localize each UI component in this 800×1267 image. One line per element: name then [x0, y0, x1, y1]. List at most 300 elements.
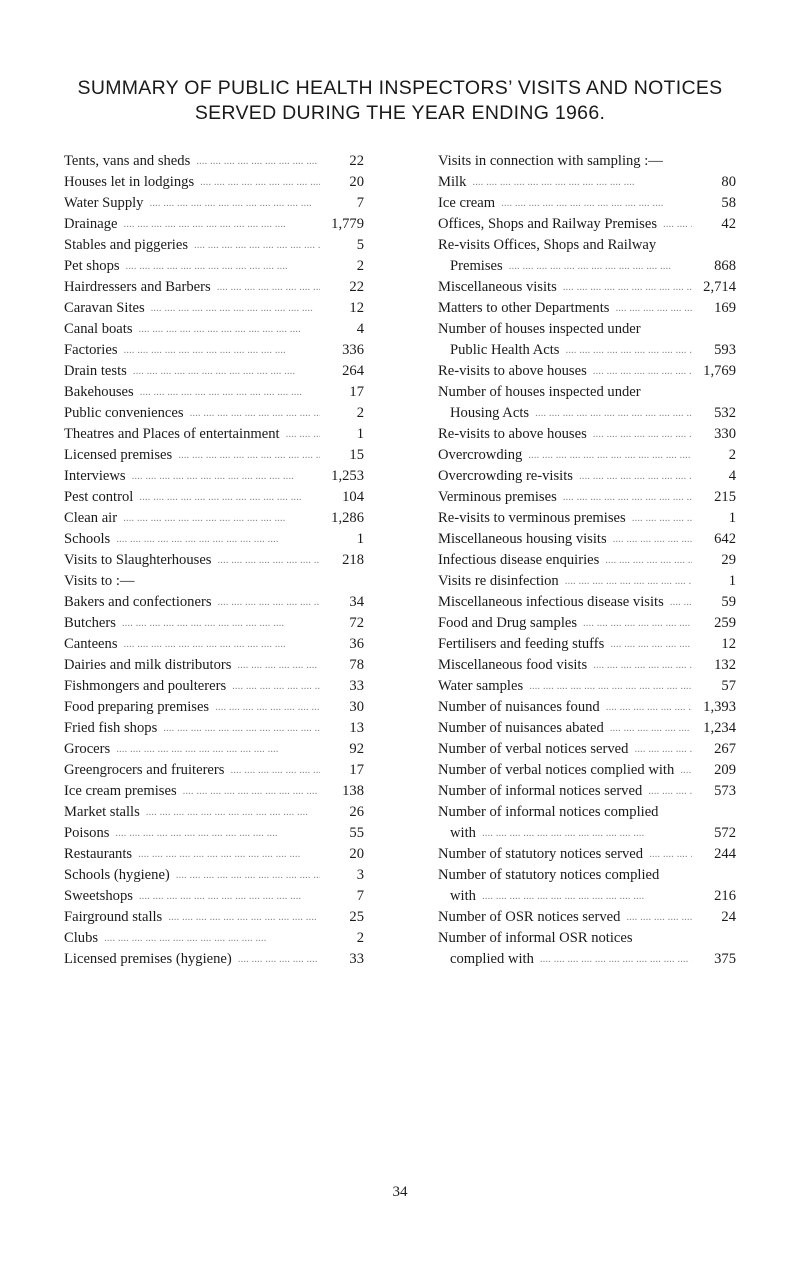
- table-row: [438, 466, 736, 487]
- row-label: Interviews: [64, 468, 126, 484]
- row-label: Fishmongers and poulterers: [64, 678, 227, 694]
- row-label: Food and Drug samples: [438, 615, 578, 631]
- dot-leader: [557, 487, 692, 508]
- row-label: Butchers: [64, 615, 116, 631]
- row-value: 80: [721, 174, 736, 190]
- dot-leader: [118, 340, 321, 361]
- dot-leader: [476, 823, 692, 844]
- row-value: 375: [714, 951, 736, 967]
- row-value: 593: [714, 342, 736, 358]
- left-column: [64, 151, 364, 970]
- row-label: Pest control: [64, 489, 134, 505]
- dot-leader: [607, 529, 692, 550]
- table-row: [438, 718, 736, 739]
- row-label: Number of statutory notices complied: [438, 867, 660, 883]
- row-label: Infectious disease enquiries: [438, 552, 600, 568]
- table-row: [438, 235, 736, 256]
- dot-leader: [643, 844, 692, 865]
- dot-leader: [172, 445, 320, 466]
- row-value: 1,234: [703, 720, 736, 736]
- table-row: [438, 781, 736, 802]
- table-row: [64, 277, 364, 298]
- table-row: [64, 613, 364, 634]
- row-label: Ice cream: [438, 195, 496, 211]
- dot-leader: [109, 823, 320, 844]
- table-row: [64, 193, 364, 214]
- row-label: Visits to :—: [64, 573, 135, 589]
- row-label: complied with: [450, 951, 534, 967]
- row-label: Miscellaneous visits: [438, 279, 557, 295]
- table-row: [64, 907, 364, 928]
- dot-leader: [232, 949, 320, 970]
- row-label: Schools: [64, 531, 111, 547]
- dot-leader: [280, 424, 320, 445]
- row-value: 36: [349, 636, 364, 652]
- table-row: [64, 361, 364, 382]
- dot-leader: [559, 340, 692, 361]
- row-value: 57: [721, 678, 736, 694]
- table-row: [64, 529, 364, 550]
- table-row: [64, 319, 364, 340]
- row-label: Number of statutory notices served: [438, 846, 644, 862]
- table-row: [438, 592, 736, 613]
- row-value: 22: [349, 153, 364, 169]
- table-row: [438, 193, 736, 214]
- table-row: [438, 928, 736, 949]
- row-value: 2: [356, 405, 364, 421]
- row-label: Hairdressers and Barbers: [64, 279, 211, 295]
- row-value: 1: [356, 426, 364, 442]
- row-label: Number of nuisances found: [438, 699, 600, 715]
- row-label: Housing Acts: [450, 405, 530, 421]
- dot-leader: [664, 592, 692, 613]
- table-row: [64, 424, 364, 445]
- row-value: 58: [721, 195, 736, 211]
- table-row: [64, 172, 364, 193]
- row-label: with: [450, 825, 476, 841]
- dot-leader: [162, 907, 320, 928]
- table-row: [438, 508, 736, 529]
- table-row: [64, 655, 364, 676]
- table-row: [64, 865, 364, 886]
- row-value: 1: [728, 573, 736, 589]
- table-row: [64, 214, 364, 235]
- table-row: [438, 445, 736, 466]
- dot-leader: [127, 361, 320, 382]
- row-label: Tents, vans and sheds: [64, 153, 191, 169]
- table-row: [64, 487, 364, 508]
- row-value: 7: [356, 195, 364, 211]
- row-value: 215: [714, 489, 736, 505]
- row-label: Visits in connection with sampling :—: [438, 153, 663, 169]
- row-value: 267: [714, 741, 736, 757]
- row-label: Factories: [64, 342, 118, 358]
- table-row: [64, 235, 364, 256]
- row-value: 209: [714, 762, 736, 778]
- dot-leader: [600, 697, 692, 718]
- dot-leader: [132, 844, 320, 865]
- row-value: 1: [728, 510, 736, 526]
- row-label: Visits to Slaughterhouses: [64, 552, 212, 568]
- dot-leader: [157, 718, 320, 739]
- row-label: Theatres and Places of entertainment: [64, 426, 280, 442]
- row-value: 33: [349, 678, 364, 694]
- row-label: Food preparing premises: [64, 699, 210, 715]
- dot-leader: [559, 571, 692, 592]
- row-value: 3: [356, 867, 364, 883]
- dot-leader: [117, 508, 320, 529]
- dot-leader: [466, 172, 692, 193]
- row-label: Miscellaneous food visits: [438, 657, 588, 673]
- row-value: 132: [714, 657, 736, 673]
- row-value: 5: [356, 237, 364, 253]
- table-row: [64, 739, 364, 760]
- table-row: [64, 886, 364, 907]
- table-row: [438, 760, 736, 781]
- dot-leader: [642, 781, 692, 802]
- table-row: [438, 739, 736, 760]
- row-value: 55: [349, 825, 364, 841]
- dot-leader: [133, 886, 320, 907]
- dot-leader: [626, 508, 692, 529]
- table-row: [64, 298, 364, 319]
- row-label: Public conveniences: [64, 405, 184, 421]
- row-label: Drainage: [64, 216, 118, 232]
- table-row: [64, 508, 364, 529]
- dot-leader: [529, 403, 692, 424]
- dot-leader: [522, 445, 692, 466]
- row-label: Number of houses inspected under: [438, 384, 641, 400]
- dot-leader: [98, 928, 320, 949]
- table-row: [438, 298, 736, 319]
- table-row: [438, 823, 736, 844]
- dot-leader: [604, 718, 692, 739]
- row-label: Number of informal notices complied: [438, 804, 659, 820]
- dot-leader: [133, 319, 321, 340]
- table-row: [64, 802, 364, 823]
- table-row: [438, 382, 736, 403]
- dot-leader: [587, 655, 692, 676]
- table-row: [438, 697, 736, 718]
- row-value: 2: [356, 258, 364, 274]
- row-label: Public Health Acts: [450, 342, 560, 358]
- dot-leader: [190, 151, 320, 172]
- row-label: Water samples: [438, 678, 524, 694]
- dot-leader: [120, 256, 320, 277]
- row-value: 34: [349, 594, 364, 610]
- row-label: Restaurants: [64, 846, 133, 862]
- table-row: [64, 445, 364, 466]
- dot-leader: [184, 403, 320, 424]
- right-column: [438, 151, 736, 970]
- row-value: 15: [349, 447, 364, 463]
- row-label: Market stalls: [64, 804, 140, 820]
- row-value: 25: [349, 909, 364, 925]
- row-label: Licensed premises: [64, 447, 173, 463]
- row-value: 13: [349, 720, 364, 736]
- row-value: 78: [349, 657, 364, 673]
- table-row: [64, 550, 364, 571]
- dot-leader: [188, 235, 320, 256]
- dot-leader: [674, 760, 692, 781]
- row-value: 17: [349, 384, 364, 400]
- row-label: Greengrocers and fruiterers: [64, 762, 225, 778]
- dot-leader: [224, 760, 320, 781]
- row-label: Canal boats: [64, 321, 133, 337]
- row-value: 17: [349, 762, 364, 778]
- row-label: Drain tests: [64, 363, 127, 379]
- table-row: [64, 718, 364, 739]
- row-label: Offices, Shops and Railway Premises: [438, 216, 658, 232]
- dot-leader: [126, 466, 320, 487]
- row-label: Re-visits Offices, Shops and Railway: [438, 237, 657, 253]
- dot-leader: [133, 487, 320, 508]
- row-value: 26: [349, 804, 364, 820]
- row-value: 2: [728, 447, 736, 463]
- dot-leader: [587, 361, 692, 382]
- row-label: Fried fish shops: [64, 720, 158, 736]
- dot-leader: [604, 634, 692, 655]
- row-label: Number of verbal notices complied with: [438, 762, 675, 778]
- table-row: [438, 340, 736, 361]
- row-label: Overcrowding: [438, 447, 523, 463]
- dot-leader: [110, 529, 320, 550]
- table-row: [64, 781, 364, 802]
- table-row: [438, 529, 736, 550]
- page-title: [0, 76, 800, 126]
- row-value: 336: [342, 342, 364, 358]
- row-value: 572: [714, 825, 736, 841]
- dot-leader: [212, 550, 321, 571]
- row-label: Matters to other Departments: [438, 300, 610, 316]
- dot-leader: [503, 256, 692, 277]
- table-row: [438, 550, 736, 571]
- row-label: Number of nuisances abated: [438, 720, 604, 736]
- row-value: 42: [721, 216, 736, 232]
- dot-leader: [620, 907, 692, 928]
- row-label: Re-visits to above houses: [438, 426, 587, 442]
- row-label: Number of houses inspected under: [438, 321, 641, 337]
- row-label: Verminous premises: [438, 489, 557, 505]
- table-row: [64, 382, 364, 403]
- row-value: 169: [714, 300, 736, 316]
- row-label: Miscellaneous infectious disease visits: [438, 594, 664, 610]
- dot-leader: [194, 172, 320, 193]
- table-row: [438, 655, 736, 676]
- dot-leader: [609, 298, 692, 319]
- row-label: Pet shops: [64, 258, 120, 274]
- dot-leader: [628, 739, 692, 760]
- row-value: 244: [714, 846, 736, 862]
- dot-leader: [170, 865, 320, 886]
- row-value: 216: [714, 888, 736, 904]
- row-label: Number of informal notices served: [438, 783, 643, 799]
- dot-leader: [116, 613, 320, 634]
- row-label: Fairground stalls: [64, 909, 163, 925]
- row-label: Miscellaneous housing visits: [438, 531, 607, 547]
- table-row: [438, 676, 736, 697]
- table-row: [438, 949, 736, 970]
- dot-leader: [226, 676, 320, 697]
- dot-leader: [573, 466, 692, 487]
- table-row: [438, 865, 736, 886]
- row-label: Stables and piggeries: [64, 237, 189, 253]
- row-value: 29: [721, 552, 736, 568]
- table-row: [438, 361, 736, 382]
- row-label: Sweetshops: [64, 888, 133, 904]
- table-row: [64, 676, 364, 697]
- row-value: 1: [356, 531, 364, 547]
- row-value: 218: [342, 552, 364, 568]
- row-label: Milk: [438, 174, 467, 190]
- table-row: [438, 487, 736, 508]
- row-value: 573: [714, 783, 736, 799]
- table-row: [438, 277, 736, 298]
- table-row: [438, 571, 736, 592]
- dot-leader: [134, 382, 320, 403]
- table-row: [64, 340, 364, 361]
- table-row: [438, 634, 736, 655]
- dot-leader: [657, 214, 692, 235]
- row-label: Fertilisers and feeding stuffs: [438, 636, 605, 652]
- dot-leader: [523, 676, 692, 697]
- table-row: [64, 760, 364, 781]
- row-label: Poisons: [64, 825, 110, 841]
- row-value: 1,779: [331, 216, 364, 232]
- dot-leader: [599, 550, 692, 571]
- dot-leader: [211, 277, 320, 298]
- row-value: 30: [349, 699, 364, 715]
- row-label: with: [450, 888, 476, 904]
- table-row: [64, 928, 364, 949]
- row-value: 4: [728, 468, 736, 484]
- row-value: 1,286: [331, 510, 364, 526]
- row-value: 868: [714, 258, 736, 274]
- dot-leader: [140, 802, 320, 823]
- row-label: Re-visits to verminous premises: [438, 510, 626, 526]
- row-label: Bakers and confectioners: [64, 594, 212, 610]
- table-row: [64, 151, 364, 172]
- table-row: [64, 844, 364, 865]
- row-value: 138: [342, 783, 364, 799]
- table-row: [64, 634, 364, 655]
- row-value: 1,393: [703, 699, 736, 715]
- table-row: [438, 214, 736, 235]
- row-value: 532: [714, 405, 736, 421]
- row-value: 330: [714, 426, 736, 442]
- table-row: [438, 907, 736, 928]
- row-value: 2,714: [703, 279, 736, 295]
- table-row: [438, 613, 736, 634]
- row-label: Number of OSR notices served: [438, 909, 621, 925]
- dot-leader: [209, 697, 320, 718]
- row-value: 22: [349, 279, 364, 295]
- row-value: 33: [349, 951, 364, 967]
- dot-leader: [110, 739, 320, 760]
- dot-leader: [495, 193, 692, 214]
- dot-leader: [177, 781, 320, 802]
- row-label: Premises: [450, 258, 503, 274]
- row-value: 104: [342, 489, 364, 505]
- dot-leader: [577, 613, 692, 634]
- row-label: Ice cream premises: [64, 783, 177, 799]
- page-number: 34: [392, 1184, 408, 1200]
- row-label: Clubs: [64, 930, 99, 946]
- table-row: [438, 802, 736, 823]
- dot-leader: [534, 949, 692, 970]
- table-row: [64, 466, 364, 487]
- table-row: [438, 256, 736, 277]
- dot-leader: [143, 193, 320, 214]
- dot-leader: [117, 214, 320, 235]
- row-label: Re-visits to above houses: [438, 363, 587, 379]
- table-row: [438, 886, 736, 907]
- row-label: Visits re disinfection: [438, 573, 559, 589]
- table-row: [438, 151, 736, 172]
- dot-leader: [557, 277, 692, 298]
- row-label: Bakehouses: [64, 384, 134, 400]
- table-row: [64, 592, 364, 613]
- table-row: [64, 403, 364, 424]
- row-label: Number of verbal notices served: [438, 741, 629, 757]
- table-row: [64, 823, 364, 844]
- table-row: [438, 424, 736, 445]
- row-value: 259: [714, 615, 736, 631]
- title-line-1: SUMMARY OF PUBLIC HEALTH INSPECTORS’ VISITS AND NOTICES: [77, 77, 723, 99]
- row-label: Licensed premises (hygiene): [64, 951, 232, 967]
- table-row: [64, 256, 364, 277]
- dot-leader: [476, 886, 692, 907]
- row-label: Clean air: [64, 510, 118, 526]
- row-value: 92: [349, 741, 364, 757]
- table-row: [438, 172, 736, 193]
- row-value: 264: [342, 363, 364, 379]
- row-label: Grocers: [64, 741, 111, 757]
- row-value: 7: [356, 888, 364, 904]
- table-row: [438, 319, 736, 340]
- row-label: Overcrowding re-visits: [438, 468, 573, 484]
- row-value: 1,769: [703, 363, 736, 379]
- dot-leader: [231, 655, 320, 676]
- row-value: 72: [349, 615, 364, 631]
- table-row: [438, 403, 736, 424]
- row-label: Water Supply: [64, 195, 144, 211]
- row-label: Canteens: [64, 636, 118, 652]
- row-value: 2: [356, 930, 364, 946]
- row-value: 4: [356, 321, 364, 337]
- row-value: 20: [349, 174, 364, 190]
- row-value: 12: [721, 636, 736, 652]
- row-label: Caravan Sites: [64, 300, 145, 316]
- row-value: 12: [349, 300, 364, 316]
- row-label: Dairies and milk distributors: [64, 657, 232, 673]
- dot-leader: [587, 424, 692, 445]
- table-row: [64, 697, 364, 718]
- row-value: 1,253: [331, 468, 364, 484]
- row-value: 24: [721, 909, 736, 925]
- table-row: [64, 949, 364, 970]
- title-line-2: SERVED DURING THE YEAR ENDING 1966.: [194, 102, 606, 124]
- table-row: [64, 571, 364, 592]
- row-label: Schools (hygiene): [64, 867, 170, 883]
- table-row: [438, 844, 736, 865]
- row-value: 20: [349, 846, 364, 862]
- dot-leader: [145, 298, 320, 319]
- dot-leader: [212, 592, 321, 613]
- row-label: Houses let in lodgings: [64, 174, 195, 190]
- row-label: Number of informal OSR notices: [438, 930, 633, 946]
- row-value: 642: [714, 531, 736, 547]
